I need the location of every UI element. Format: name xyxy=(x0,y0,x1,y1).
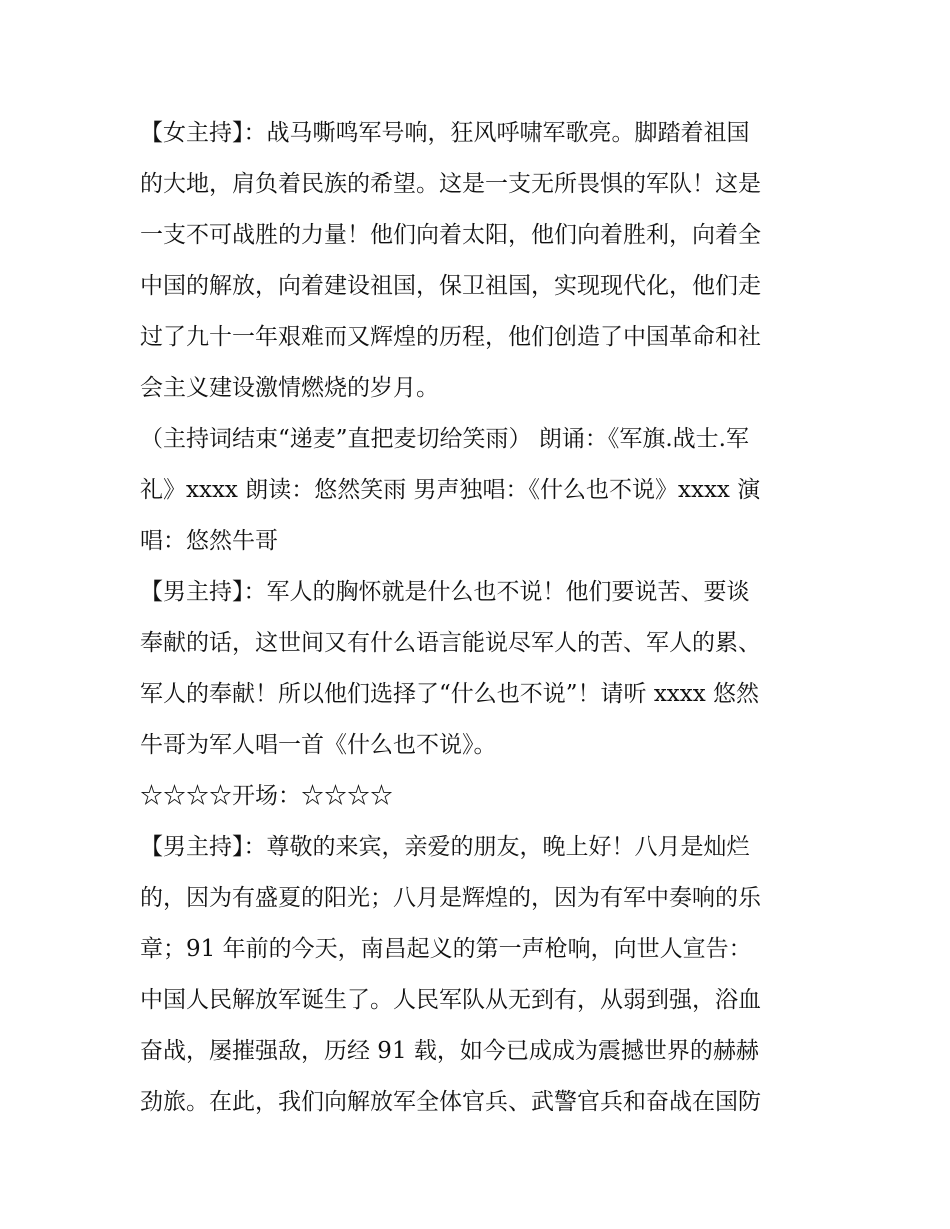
text-line: 【女主持】：战马嘶鸣军号响，狂风呼啸军歌亮。脚踏着祖国 xyxy=(140,120,750,146)
text-line: ☆☆☆☆开场：☆☆☆☆ xyxy=(140,783,393,809)
text-line: 礼》xxxx 朗读：悠然笑雨 男声独唱：《什么也不说》xxxx 演 xyxy=(140,477,761,503)
text-line: 牛哥为军人唱一首《什么也不说》。 xyxy=(140,732,497,758)
text-line: 会主义建设激情燃烧的岁月。 xyxy=(140,375,439,401)
text-line: 奉献的话，这世间又有什么语言能说尽军人的苦、军人的累、 xyxy=(140,630,761,656)
document-page xyxy=(140,108,820,1128)
text-line: 的大地，肩负着民族的希望。这是一支无所畏惧的军队！这是 xyxy=(140,171,761,197)
text-line: 一支不可战胜的力量！他们向着太阳，他们向着胜利，向着全 xyxy=(140,222,761,248)
text-line: 唱：悠然牛哥 xyxy=(140,528,278,554)
text-line: 章；91 年前的今天，南昌起义的第一声枪响，向世人宣告： xyxy=(140,936,752,962)
text-line: （主持词结束“递麦”直把麦切给笑雨） 朗诵：《军旗.战士.军 xyxy=(140,426,749,452)
text-line: 的，因为有盛夏的阳光；八月是辉煌的，因为有军中奏响的乐 xyxy=(140,885,761,911)
text-line: 军人的奉献！所以他们选择了“什么也不说”！请听 xxxx 悠然 xyxy=(140,681,760,707)
text-line: 中国的解放，向着建设祖国，保卫祖国，实现现代化，他们走 xyxy=(140,273,761,299)
text-line: 过了九十一年艰难而又辉煌的历程，他们创造了中国革命和社 xyxy=(140,324,761,350)
text-line: 【男主持】：尊敬的来宾，亲爱的朋友，晚上好！八月是灿烂 xyxy=(140,834,750,860)
text-line: 【男主持】：军人的胸怀就是什么也不说！他们要说苦、要谈 xyxy=(140,579,750,605)
text-line: 奋战，屡摧强敌，历经 91 载，如今已成成为震撼世界的赫赫 xyxy=(140,1038,759,1064)
text-line: 中国人民解放军诞生了。人民军队从无到有，从弱到强，浴血 xyxy=(140,987,761,1013)
text-line: 劲旅。在此，我们向解放军全体官兵、武警官兵和奋战在国防 xyxy=(140,1089,761,1115)
